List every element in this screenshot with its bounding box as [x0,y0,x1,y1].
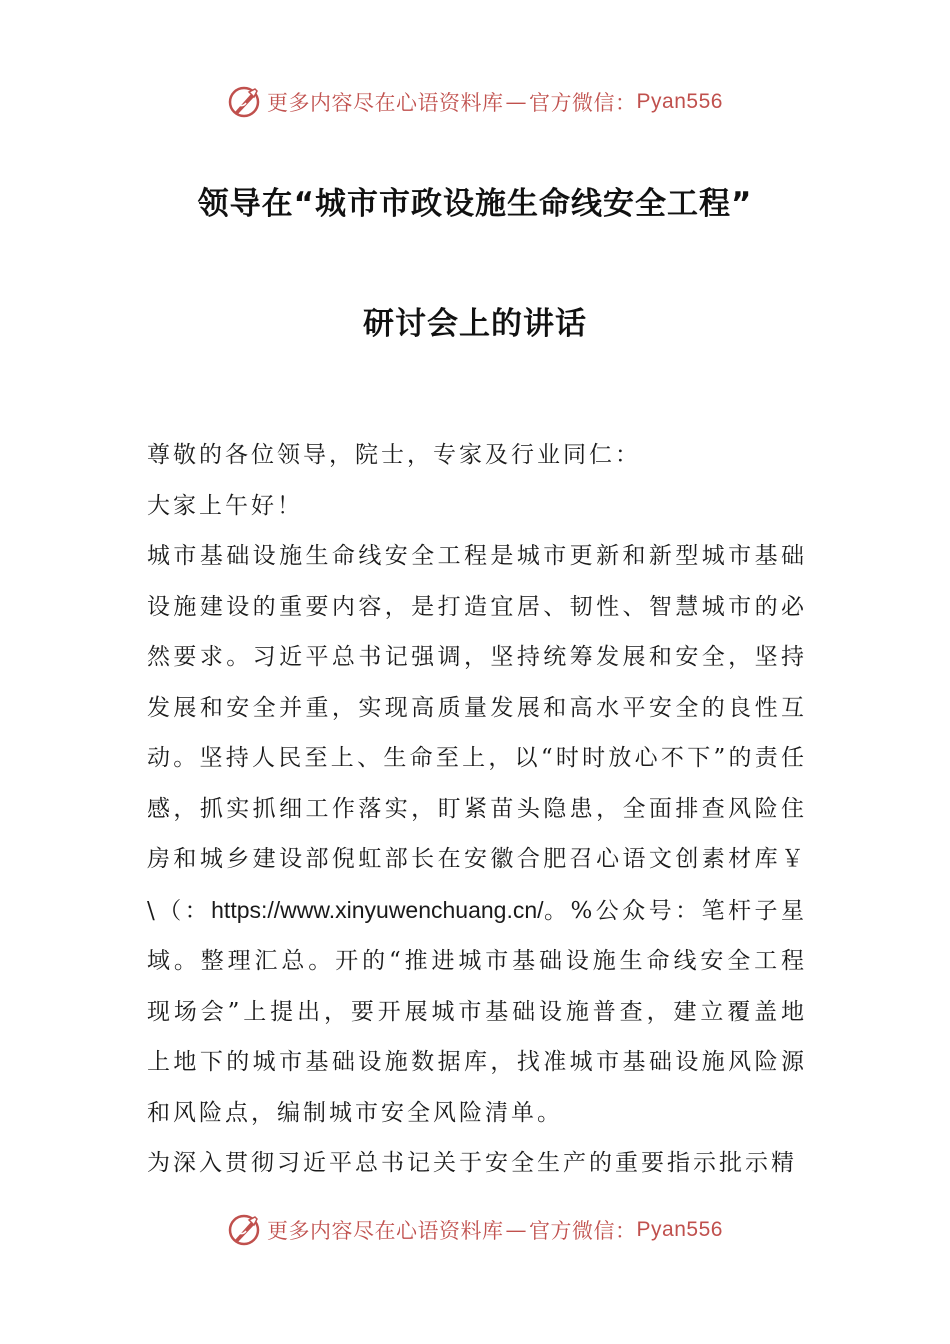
pen-logo-icon [227,1213,261,1247]
watermark-separator: — [505,90,528,114]
watermark-text: 更多内容尽在心语资料库 [267,91,504,115]
document-body [147,430,807,1189]
body-paragraph-2: 为深入贯彻习近平总书记关于安全生产的重要指示批示精 [147,1150,797,1176]
greeting-paragraph: 尊敬的各位领导，院士，专家及行业同仁： [147,442,641,468]
paragraph-1-text-a: 城市基础设施生命线安全工程是城市更新和新型城市基础设施建设的重要内容，是打造宜居、韧性、智慧城市的必然要求。习近平总书记强调，坚持统筹发展和安全，坚持发展和安全并重，实现高质量发展和高水平安全的良性互动。坚持人民至上、生命至上，以“时时放心不下”的责任感，抓实抓细工作落实，盯紧苗头隐患，全面排查风险住房和城乡建设部倪虹部长在安徽合肥召心语文创素材库￥\（： [147,543,807,924]
watermark-label: 官方微信： [529,1219,637,1243]
body-paragraph-1 [147,531,807,1138]
watermark-separator: — [505,1218,528,1242]
watermark-banner-top [0,82,950,122]
document-title-line-1: 领导在“城市市政设施生命线安全工程” [197,186,753,222]
watermark-label: 官方微信： [529,91,637,115]
watermark-wechat-id: Pyan556 [636,1218,723,1241]
document-title-line-2: 研讨会上的讲话 [363,306,587,342]
watermark-text: 更多内容尽在心语资料库 [267,1219,504,1243]
watermark-wechat-id: Pyan556 [636,90,723,113]
pen-logo-icon [227,85,261,119]
website-url: https://www.xinyuwenchuang.cn/ [211,896,544,923]
watermark-banner-bottom [0,1210,950,1250]
paragraph-1-text-b: 。%公众号：笔杆子星域。整理汇总。开的“推进城市基础设施生命线安全工程现场会”上提出，要开展城市基础设施普查，建立覆盖地上地下的城市基础设施数据库，找准城市基础设施风险源和风险点，编制城市安全风险清单。 [147,897,808,1126]
hello-paragraph: 大家上午好！ [147,492,303,519]
